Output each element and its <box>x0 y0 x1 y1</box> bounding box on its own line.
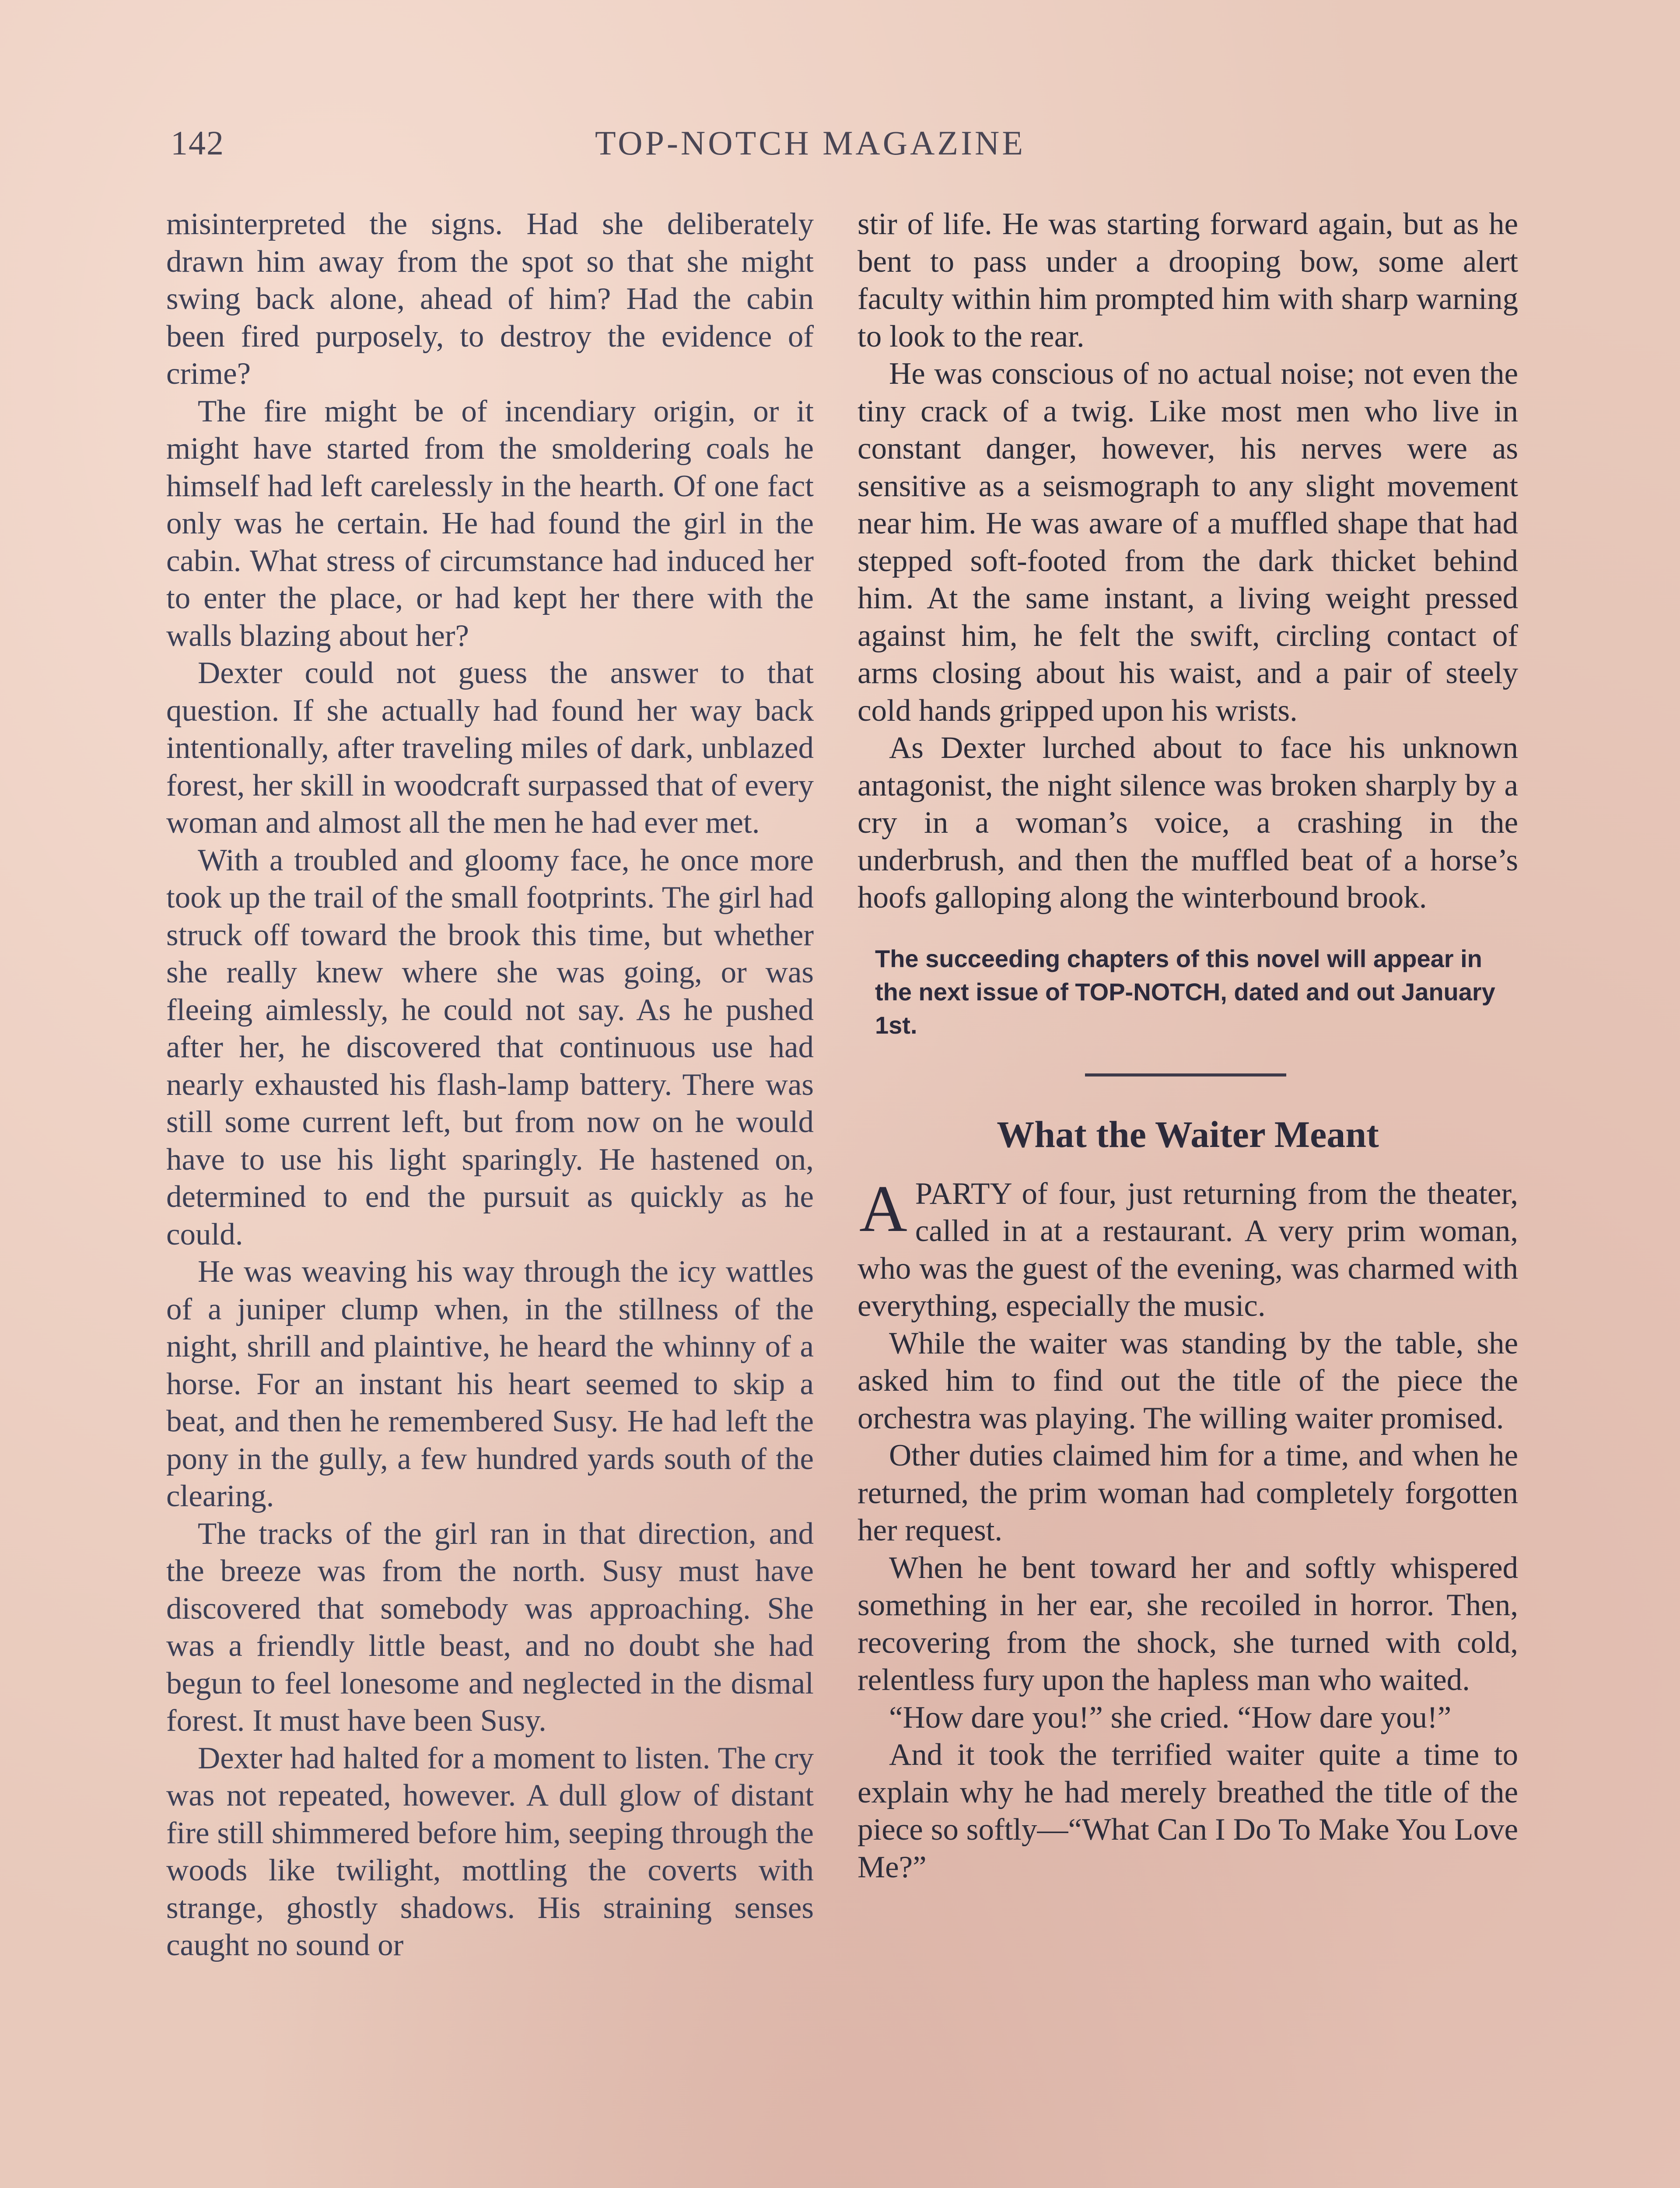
paragraph: Dexter could not guess the answer to that question. If she actually had found her way back intentionally, after traveling miles of dark, unblazed forest, her skill in woodcraft surpassed that of every woman and almost all the men he had ever met. <box>166 656 814 840</box>
paragraph: Other duties claimed him for a time, and when he returned, the prim woman had completely forgotten her request. <box>858 1438 1518 1547</box>
paragraph: The tracks of the girl ran in that direction, and the breeze was from the north. Susy must have discovered that somebody was approaching. She was a friendly little beast, and no doubt she had begun to feel lonesome and neglected in the dismal forest. It must have been Susy. <box>166 1516 814 1738</box>
paragraph: “How dare you!” she cried. “How dare you!” <box>889 1700 1452 1735</box>
paragraph: The fire might be of incendiary origin, or it might have started from the smoldering coals he himself had left carelessly in the hearth. Of one fact only was he certain. He had found the girl in the cabin. What stress of circumstance had induced her to enter the place, or had kept her there with the walls blazing about her? <box>166 394 814 653</box>
section-divider <box>1085 1073 1286 1076</box>
paragraph: He was conscious of no actual noise; not even the tiny crack of a twig. Like most men who live in constant danger, however, his nerves were as sensitive as a seismograph to any slight movement near him. He was aware of a muffled shape that had stepped soft-footed from the dark thicket behind him. At the same instant, a living weight pressed against him, he felt the swift, circling contact of arms closing about his waist, and a pair of steely cold hands gripped upon his wrists. <box>858 357 1518 728</box>
paragraph: When he bent toward her and softly whispered something in her ear, she recoiled in horror. Then, recovering from the shock, she turned with cold, relentless fury upon the hapless man who waited. <box>858 1550 1518 1697</box>
paragraph: misinterpreted the signs. Had she deliberately drawn him away from the spot so that she might swing back alone, ahead of him? Had the cabin been fired purposely, to destroy the evidence of crime? <box>166 207 814 391</box>
paragraph: Dexter had halted for a moment to listen. The cry was not repeated, however. A dull glow of distant fire still shimmered before him, seeping through the woods like twilight, mottling the coverts with strange, ghostly shadows. His straining senses caught no sound or <box>166 1741 814 1962</box>
drop-cap: A <box>859 1171 907 1245</box>
story-first-paragraph-text: PARTY of four, just returning from the theater, called in at a restaurant. A very prim woman, who was the guest of the evening, was charmed with everything, especially the music. <box>858 1176 1518 1323</box>
paragraph: As Dexter lurched about to face his unknown antagonist, the night silence was broken sharply by a cry in a woman’s voice, a crashing in the underbrush, and then the muffled beat of a horse’s hoofs galloping along the winterbound brook. <box>858 731 1518 915</box>
story-first-paragraph <box>858 1171 1518 1325</box>
running-head: TOP-NOTCH MAGAZINE <box>595 124 1026 162</box>
left-column <box>166 206 814 1964</box>
continuation-note: The succeeding chapters of this novel will appear in the next issue of TOP-NOTCH, dated and out January 1st. <box>875 944 1495 1039</box>
paragraph: While the waiter was standing by the table, she asked him to find out the title of the piece the orchestra was playing. The willing waiter promised. <box>858 1326 1518 1435</box>
page-number: 142 <box>171 124 224 162</box>
paragraph: stir of life. He was starting forward again, but as he bent to pass under a drooping bow, some alert faculty within him prompted him with sharp warning to look to the rear. <box>858 207 1518 354</box>
paragraph: With a troubled and gloomy face, he once more took up the trail of the small footprints. The girl had struck off toward the brook this time, but whether she really knew where she was going, or was fleeing aimlessly, he could not say. As he pushed after her, he discovered that continuous use had nearly exhausted his flash-lamp battery. There was still some current left, but from now on he would have to use his light sparingly. He hastened on, determined to end the pursuit as quickly as he could. <box>166 843 814 1252</box>
paragraph: He was weaving his way through the icy wattles of a juniper clump when, in the stillness of the night, shrill and plaintive, he heard the whinny of a horse. For an instant his heart seemed to skip a beat, and then he remembered Susy. He had left the pony in the gully, a few hundred yards south of the clearing. <box>166 1255 814 1513</box>
right-column <box>858 206 1518 1886</box>
paragraph: And it took the terrified waiter quite a time to explain why he had merely breathed the title of the piece so softly—“What Can I Do To Make You Love Me?” <box>858 1738 1518 1884</box>
story-title: What the Waiter Meant <box>997 1113 1379 1155</box>
